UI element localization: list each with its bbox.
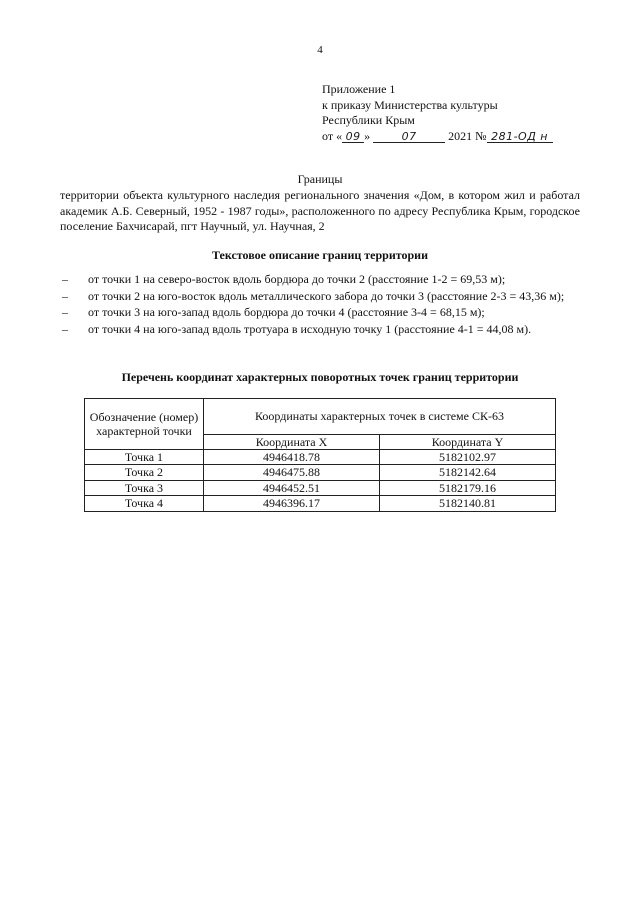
appendix-line-1: Приложение 1 xyxy=(322,82,396,96)
document-title-block xyxy=(60,172,580,235)
header-x: Координата X xyxy=(204,434,380,449)
cell-point: Точка 4 xyxy=(85,496,204,511)
cell-x: 4946418.78 xyxy=(204,450,380,465)
coordinates-title: Перечень координат характерных поворотных точек границ территории xyxy=(121,370,519,384)
cell-y: 5182142.64 xyxy=(379,465,555,480)
cell-point: Точка 3 xyxy=(85,480,204,495)
date-year-text: 2021 № xyxy=(448,128,487,143)
table-row xyxy=(85,496,556,511)
list-item xyxy=(60,289,580,305)
cell-y: 5182102.97 xyxy=(379,450,555,465)
table-row xyxy=(85,480,556,495)
appendix-header xyxy=(322,82,602,144)
date-month: 07 xyxy=(373,131,445,144)
description-title: Текстовое описание границ территории xyxy=(211,248,429,262)
list-item-text: от точки 4 на юго-запад вдоль тротуара в исходную точку 1 (расстояние 4-1 = 44,08 м). xyxy=(88,321,532,336)
list-dash: – xyxy=(62,288,68,303)
list-item xyxy=(60,272,580,288)
list-item-text: от точки 1 на северо-восток вдоль бордюра до точки 2 (расстояние 1-2 = 69,53 м); xyxy=(88,272,506,286)
appendix-date-line xyxy=(322,129,602,145)
list-dash: – xyxy=(62,272,68,286)
list-item-text: от точки 3 на юго-запад вдоль бордюра до точки 4 (расстояние 3-4 = 68,15 м); xyxy=(88,305,485,320)
date-mid: » xyxy=(364,128,371,143)
table-row xyxy=(85,465,556,480)
order-number: 281-ОД н xyxy=(487,131,553,144)
list-item-text: от точки 2 на юго-восток вдоль металлического забора до точки 3 (расстояние 2-3 = 43,36 м); xyxy=(88,288,565,303)
list-item xyxy=(60,305,580,321)
table-row xyxy=(85,450,556,465)
cell-x: 4946475.88 xyxy=(204,465,380,480)
list-dash: – xyxy=(62,305,68,320)
list-dash: – xyxy=(62,321,68,336)
appendix-line-2: к приказу Министерства культуры xyxy=(322,97,498,112)
header-y: Координата Y xyxy=(379,434,555,449)
date-day: 09 xyxy=(342,131,364,144)
list-item xyxy=(60,322,580,338)
date-prefix: от « xyxy=(322,128,343,143)
title-text: территории объекта культурного наследия регионального значения «Дом, в котором жил и работал академик А.Б. Северный, 1952 - 1987 годы», расположенного по адресу Республика Крым, городское поселение Бахчисарай, пгт Научный, ул. Научная, 2 xyxy=(60,188,580,234)
header-system: Координаты характерных точек в системе СК-63 xyxy=(204,399,556,435)
cell-point: Точка 1 xyxy=(85,450,204,465)
coordinates-table xyxy=(84,398,556,512)
description-list xyxy=(60,272,580,338)
appendix-line-3: Республики Крым xyxy=(322,113,415,128)
cell-y: 5182179.16 xyxy=(379,480,555,495)
page-number: 4 xyxy=(317,44,323,56)
header-designation: Обозначение (номер) характерной точки xyxy=(85,399,204,450)
title-word: Границы xyxy=(297,172,343,186)
cell-point: Точка 2 xyxy=(85,465,204,480)
cell-x: 4946452.51 xyxy=(204,480,380,495)
cell-x: 4946396.17 xyxy=(204,496,380,511)
cell-y: 5182140.81 xyxy=(379,496,555,511)
